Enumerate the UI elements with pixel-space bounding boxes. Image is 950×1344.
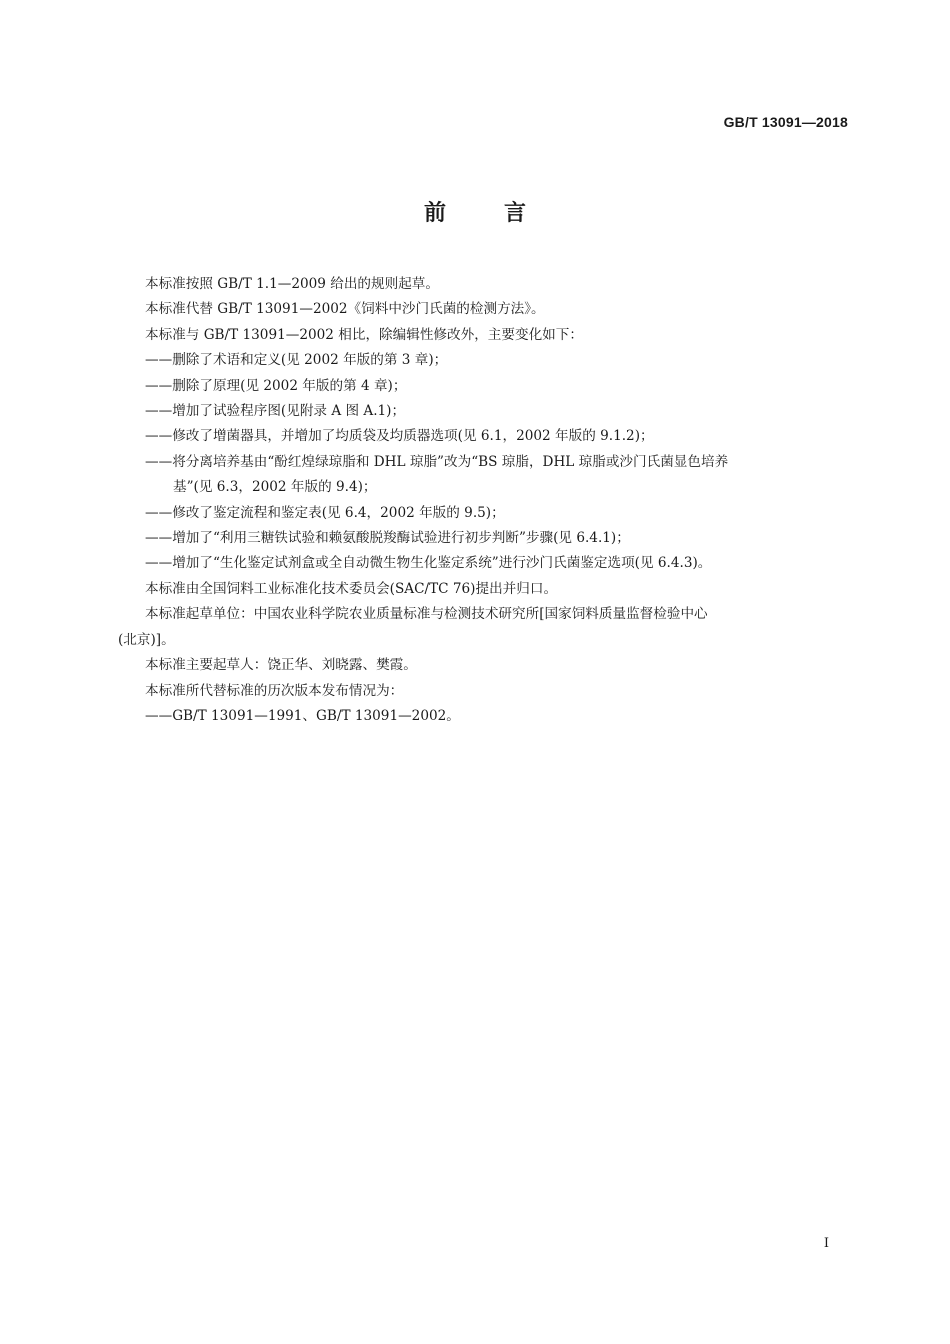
change-item: ——将分离培养基由“酚红煌绿琼脂和 DHL 琼脂”改为“BS 琼脂，DHL 琼脂或沙门氏菌显色培养 (145, 453, 729, 470)
change-item-continuation: 基”(见 6.3，2002 年版的 9.4)； (173, 479, 377, 496)
standard-number: GB/T 13091—2018 (723, 114, 848, 130)
history-item: ——GB/T 13091—1991、GB/T 13091—2002。 (145, 707, 460, 724)
change-item: ——增加了试验程序图(见附录 A 图 A.1)； (145, 403, 406, 420)
history-intro-line: 本标准所代替标准的历次版本发布情况为： (145, 682, 404, 699)
foreword-body (118, 272, 852, 729)
drafting-rule-line: 本标准按照 GB/T 1.1—2009 给出的规则起草。 (145, 276, 439, 292)
change-item: ——删除了原理(见 2002 年版的第 4 章)； (145, 377, 407, 394)
change-item: ——增加了“生化鉴定试剂盒或全自动微生物生化鉴定系统”进行沙门氏菌鉴定选项(见 6.4.3)。 (145, 555, 712, 572)
replaces-line: 本标准代替 GB/T 13091—2002《饲料中沙门氏菌的检测方法》。 (145, 301, 545, 318)
change-item: ——增加了“利用三糖铁试验和赖氨酸脱羧酶试验进行初步判断”步骤(见 6.4.1)； (145, 530, 630, 547)
changes-intro-line: 本标准与 GB/T 13091—2002 相比，除编辑性修改外，主要变化如下： (145, 326, 583, 343)
drafting-unit-line: 本标准起草单位：中国农业科学院农业质量标准与检测技术研究所[国家饲料质量监督检验中心 (145, 606, 708, 623)
page-title: 前言 (423, 201, 584, 226)
change-item: ——修改了鉴定流程和鉴定表(见 6.4，2002 年版的 9.5)； (145, 504, 505, 521)
proposer-line: 本标准由全国饲料工业标准化技术委员会(SAC/TC 76)提出并归口。 (145, 580, 558, 597)
drafters-line: 本标准主要起草人：饶正华、刘晓露、樊霞。 (145, 657, 417, 674)
drafting-unit-continuation: (北京)]。 (118, 631, 175, 648)
page-number: I (823, 1236, 829, 1251)
change-item: ——删除了术语和定义(见 2002 年版的第 3 章)； (145, 352, 448, 369)
change-item: ——修改了增菌器具，并增加了均质袋及均质器选项(见 6.1，2002 年版的 9.1.2)； (145, 428, 654, 445)
